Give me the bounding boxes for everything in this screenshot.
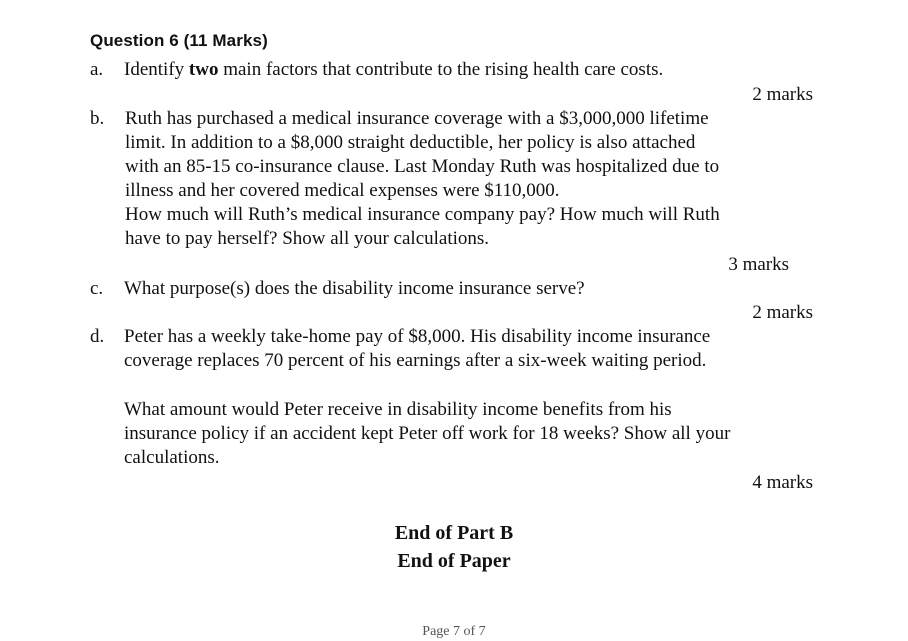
part-b-marks: 3 marks — [728, 254, 789, 275]
part-b-line: with an 85-15 co-insurance clause. Last Monday Ruth was hospitalized due to — [125, 156, 720, 177]
end-of-paper: End of Paper — [397, 550, 511, 572]
page-number: Page 7 of 7 — [422, 624, 486, 639]
part-d-line: What amount would Peter receive in disability income benefits from his — [124, 399, 672, 420]
part-b-line: illness and her covered medical expenses were $110,000. — [125, 180, 560, 201]
part-b-line: limit. In addition to a $8,000 straight deductible, her policy is also attached — [125, 132, 696, 153]
part-a-text — [124, 58, 663, 82]
part-c-text: What purpose(s) does the disability income insurance serve? — [124, 278, 585, 299]
part-d-marks: 4 marks — [752, 472, 813, 493]
part-a-text-bold: two — [188, 59, 219, 80]
part-a-marks: 2 marks — [752, 84, 813, 105]
part-c-marks: 2 marks — [752, 302, 813, 323]
part-a-text-after: main factors that contribute to the rising health care costs. — [218, 59, 664, 80]
part-b-line: Ruth has purchased a medical insurance coverage with a $3,000,000 lifetime — [125, 108, 709, 129]
part-d-line: calculations. — [124, 447, 220, 468]
part-d-line: insurance policy if an accident kept Peter off work for 18 weeks? Show all your — [124, 423, 731, 444]
end-of-part: End of Part B — [394, 522, 514, 544]
question-heading: Question 6 (11 Marks) — [90, 31, 268, 50]
part-a-text-before: Identify — [124, 59, 189, 80]
part-a-letter: a. — [90, 59, 104, 80]
part-b-line: have to pay herself? Show all your calculations. — [125, 228, 490, 249]
part-b-letter: b. — [90, 108, 105, 129]
part-d-line: Peter has a weekly take-home pay of $8,000. His disability income insurance — [124, 326, 711, 347]
part-d-letter: d. — [90, 326, 105, 347]
part-d-line: coverage replaces 70 percent of his earnings after a six-week waiting period. — [124, 350, 707, 371]
part-c-letter: c. — [90, 278, 104, 299]
part-b-line: How much will Ruth’s medical insurance company pay? How much will Ruth — [125, 204, 720, 225]
